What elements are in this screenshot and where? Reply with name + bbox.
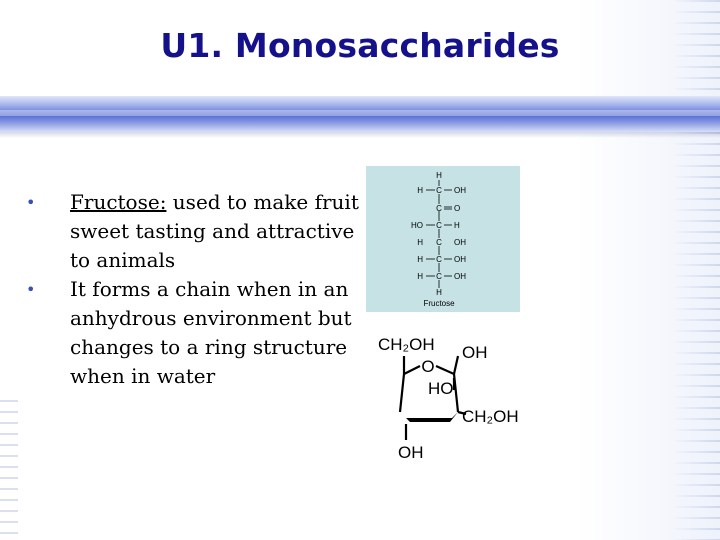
chain-atom: HO xyxy=(411,221,423,230)
chain-atom: H xyxy=(417,272,423,281)
chain-atom: C xyxy=(436,255,442,264)
chain-atom: C xyxy=(436,204,442,213)
chain-atom: H xyxy=(454,221,460,230)
bullet-term: Fructose: xyxy=(70,190,167,214)
bullet-list xyxy=(26,188,366,391)
chain-atom: OH xyxy=(454,238,466,247)
ring-oxygen: O xyxy=(421,357,435,376)
ring-group-right: CH₂OH xyxy=(462,407,519,426)
decorative-dashes-right xyxy=(672,0,720,540)
chain-atom: H xyxy=(417,255,423,264)
bullet-text: It forms a chain when in an anhydrous environment but changes to a ring structure when in water xyxy=(70,277,352,388)
chain-atom: OH xyxy=(454,272,466,281)
chain-atom: OH xyxy=(454,186,466,195)
chain-atom: C xyxy=(436,238,442,247)
chain-atom: OH xyxy=(454,255,466,264)
chain-caption: Fructose xyxy=(423,299,455,308)
fructose-ring-diagram xyxy=(374,328,534,468)
chain-atom: C xyxy=(436,272,442,281)
chain-atom: C xyxy=(436,221,442,230)
bullet-dot: • xyxy=(26,280,36,299)
bullet-text: used to make fruit sweet tasting and attractive to animals xyxy=(70,190,359,272)
fructose-chain-diagram xyxy=(366,166,520,312)
bullet-dot: • xyxy=(26,193,36,212)
chain-atom: H xyxy=(417,186,423,195)
bullet-item-ring xyxy=(26,275,366,391)
ring-group-inner: HO xyxy=(428,379,454,398)
bullet-item-fructose xyxy=(26,188,366,275)
chain-atom: H xyxy=(417,238,423,247)
band-highlight xyxy=(0,110,720,116)
chain-atom: C xyxy=(436,186,442,195)
slide-title: U1. Monosaccharides xyxy=(160,26,560,65)
decorative-dashes-left xyxy=(0,400,18,540)
chain-atom: O xyxy=(454,204,461,213)
chain-atom: H xyxy=(436,171,442,180)
ring-group-top-right: OH xyxy=(462,343,488,362)
ring-group-bottom: OH xyxy=(398,443,424,462)
ring-group-top-left: CH₂OH xyxy=(378,335,435,354)
band-shadow xyxy=(0,132,720,138)
chain-atom: H xyxy=(436,288,442,297)
